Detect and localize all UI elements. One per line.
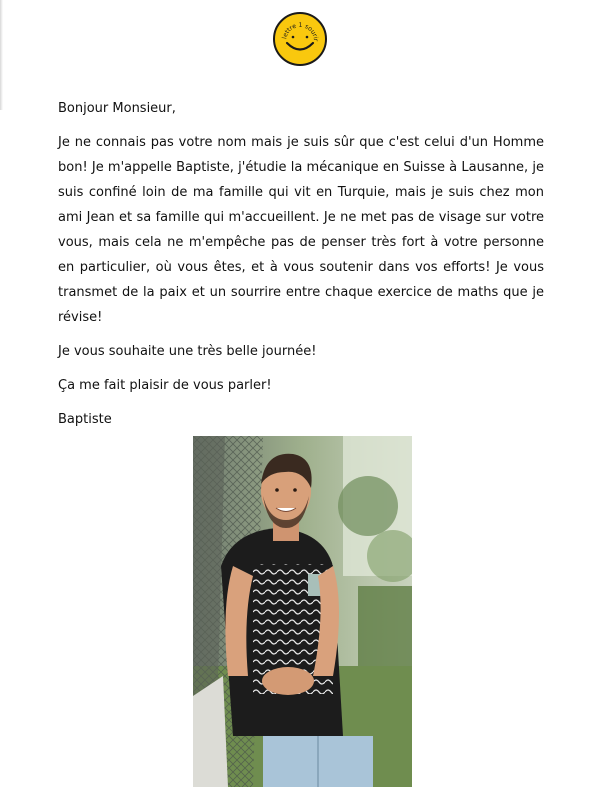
portrait-illustration (193, 436, 412, 787)
portrait-photo (193, 436, 412, 787)
letter-body (58, 96, 544, 441)
smiley-logo-icon (275, 14, 325, 64)
letter-paragraph: Je ne connais pas votre nom mais je suis sûr que c'est celui d'un Homme bon! Je m'appelle Baptiste, j'étudie la mécanique en Suisse à Lausanne, je suis confiné loin de ma famille qui vit en Turquie, mais je suis chez mon ami Jean et sa famille qui m'accueillent. Je ne met pas de visage sur votre vous, mais cela ne m'empêche pas de penser très fort à votre personne en particulier, où vous êtes, et à vous soutenir dans vos efforts! Je vous transmet de la paix et un sourrire entre chaque exercice de maths que je révise! (58, 135, 544, 325)
page-edge (0, 0, 3, 110)
svg-text:1 lettre 1 sourire (275, 14, 319, 42)
letter-signature: Baptiste (58, 412, 112, 427)
smiley-logo (273, 12, 327, 66)
letter-greeting: Bonjour Monsieur, (58, 101, 176, 116)
logo-text: lettre 1 sourir (281, 21, 320, 42)
letter-pleasure: Ça me fait plaisir de vous parler! (58, 378, 272, 393)
letter-wish: Je vous souhaite une très belle journée! (58, 344, 317, 359)
